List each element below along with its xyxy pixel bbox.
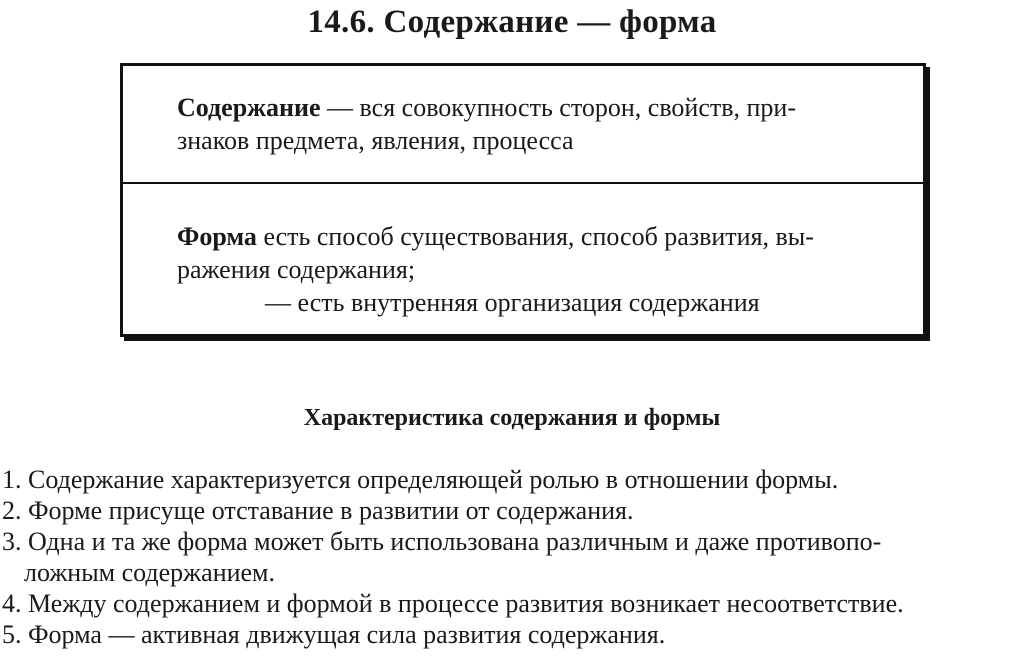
list-item-text: 2. Форме присуще отставание в развитии от содержания. <box>2 496 634 525</box>
content-term: Содержание <box>177 93 321 122</box>
list-item-text: 4. Между содержанием и формой в процессе развития возникает несоответствие. <box>2 589 904 618</box>
list-item <box>2 619 1022 650</box>
characteristics-list <box>2 464 1022 650</box>
content-definition <box>123 91 923 157</box>
form-definition-line-2: ражения содержания; <box>177 255 416 284</box>
form-definition-text: есть способ существования, способ развития, вы- <box>256 222 814 251</box>
page-title: 14.6. Содержание — форма <box>307 4 717 40</box>
content-definition-line-2: знаков предмета, явления, процесса <box>177 126 574 155</box>
content-definition-text: — вся совокупность сторон, свойств, при- <box>320 93 796 122</box>
list-item-text: 3. Одна и та же форма может быть использована различным и даже противопо- <box>2 527 882 556</box>
form-term: Форма <box>177 222 257 251</box>
form-definition <box>123 220 923 319</box>
list-item-text: 1. Содержание характеризуется определяющей ролью в отношении формы. <box>2 465 839 494</box>
characteristics-heading: Характеристика содержания и формы <box>303 405 721 431</box>
content-definition-line-1 <box>177 91 883 124</box>
list-item <box>2 495 1022 526</box>
definitions-box <box>120 63 926 337</box>
list-item-text: 5. Форма — активная движущая сила развития содержания. <box>2 620 666 649</box>
form-definition-line-3: — есть внутренняя организация содержания <box>265 288 760 317</box>
list-item <box>2 464 1022 495</box>
form-definition-line-1 <box>177 220 883 253</box>
definitions-divider <box>123 182 923 184</box>
list-item <box>2 526 1022 588</box>
list-item <box>2 588 1022 619</box>
list-item-continuation: ложным содержанием. <box>24 558 276 587</box>
